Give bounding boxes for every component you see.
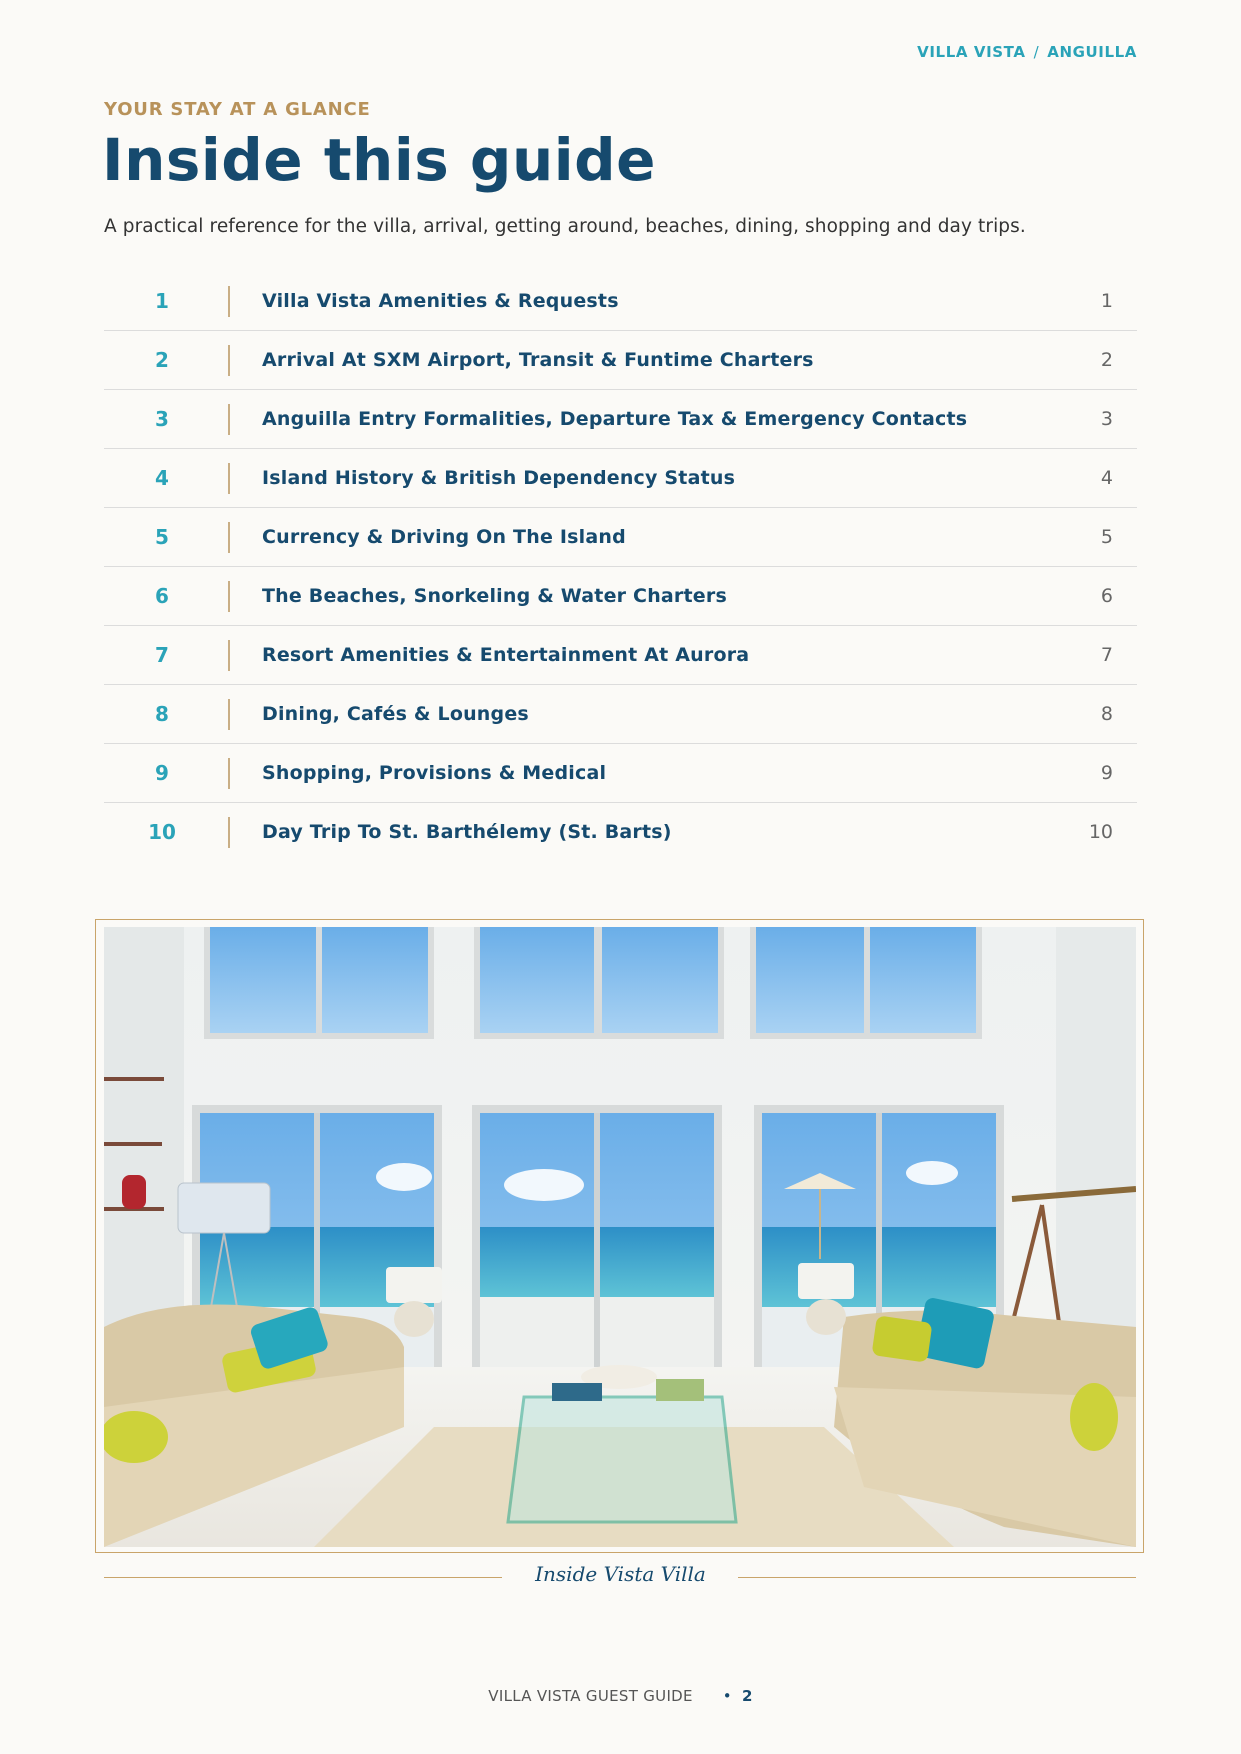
toc-number: 4 <box>155 466 169 490</box>
footer-label: VILLA VISTA GUEST GUIDE <box>488 1687 693 1705</box>
toc-label: Shopping, Provisions & Medical <box>262 762 607 784</box>
toc-label: The Beaches, Snorkeling & Water Charters <box>262 585 727 607</box>
toc-page-number: 5 <box>1100 526 1113 548</box>
toc-entry[interactable] <box>104 272 1137 331</box>
toc-page-number: 10 <box>1088 821 1113 843</box>
toc-divider <box>228 640 230 671</box>
toc-page-number: 8 <box>1100 703 1113 725</box>
toc-divider <box>228 522 230 553</box>
location-name: ANGUILLA <box>1047 43 1137 61</box>
toc-entry[interactable] <box>104 449 1137 508</box>
toc-entry[interactable] <box>104 803 1137 861</box>
toc-entry[interactable] <box>104 685 1137 744</box>
footer-page-number: 2 <box>741 1687 753 1705</box>
toc-entry[interactable] <box>104 744 1137 803</box>
toc-number: 6 <box>155 584 169 608</box>
toc-number: 2 <box>155 348 169 372</box>
toc-label: Day Trip To St. Barthélemy (St. Barts) <box>262 821 672 843</box>
toc-number: 5 <box>155 525 169 549</box>
toc-divider <box>228 699 230 730</box>
section-eyebrow: YOUR STAY AT A GLANCE <box>104 99 371 120</box>
toc-number: 10 <box>148 820 176 844</box>
toc-divider <box>228 817 230 848</box>
toc-label: Currency & Driving On The Island <box>262 526 626 548</box>
toc-label: Anguilla Entry Formalities, Departure Tax & Emergency Contacts <box>262 408 968 430</box>
toc-label: Dining, Cafés & Lounges <box>262 703 529 725</box>
page-title: Inside this guide <box>102 126 656 194</box>
toc-entry[interactable] <box>104 567 1137 626</box>
toc-label: Villa Vista Amenities & Requests <box>262 290 619 312</box>
caption-rule-right <box>738 1577 1136 1578</box>
toc-page-number: 6 <box>1100 585 1113 607</box>
toc-page-number: 7 <box>1100 644 1113 666</box>
toc-number: 1 <box>155 289 169 313</box>
toc-page-number: 3 <box>1100 408 1113 430</box>
page-footer <box>0 1687 1241 1705</box>
toc-page-number: 1 <box>1100 290 1113 312</box>
toc-page-number: 4 <box>1100 467 1113 489</box>
toc-label: Resort Amenities & Entertainment At Aurora <box>262 644 750 666</box>
toc-number: 9 <box>155 761 169 785</box>
toc-divider <box>228 581 230 612</box>
toc-entry[interactable] <box>104 390 1137 449</box>
toc-divider <box>228 345 230 376</box>
toc-divider <box>228 404 230 435</box>
photo-caption: Inside Vista Villa <box>535 1562 706 1586</box>
toc-divider <box>228 758 230 789</box>
villa-living-room-photo <box>104 927 1136 1547</box>
toc-entry[interactable] <box>104 508 1137 567</box>
breadcrumb <box>917 43 1137 61</box>
toc-number: 7 <box>155 643 169 667</box>
breadcrumb-separator: / <box>1033 43 1040 61</box>
toc-divider <box>228 286 230 317</box>
toc-number: 8 <box>155 702 169 726</box>
toc-divider <box>228 463 230 494</box>
toc-entry[interactable] <box>104 626 1137 685</box>
toc-number: 3 <box>155 407 169 431</box>
page-subtitle: A practical reference for the villa, arrival, getting around, beaches, dining, shopping and day trips. <box>104 216 1026 237</box>
brand-name: VILLA VISTA <box>917 43 1026 61</box>
toc-page-number: 2 <box>1100 349 1113 371</box>
toc-page-number: 9 <box>1100 762 1113 784</box>
toc-label: Arrival At SXM Airport, Transit & Funtime Charters <box>262 349 814 371</box>
table-of-contents <box>104 272 1137 861</box>
toc-entry[interactable] <box>104 331 1137 390</box>
toc-label: Island History & British Dependency Status <box>262 467 736 489</box>
footer-bullet: • <box>722 1687 732 1705</box>
